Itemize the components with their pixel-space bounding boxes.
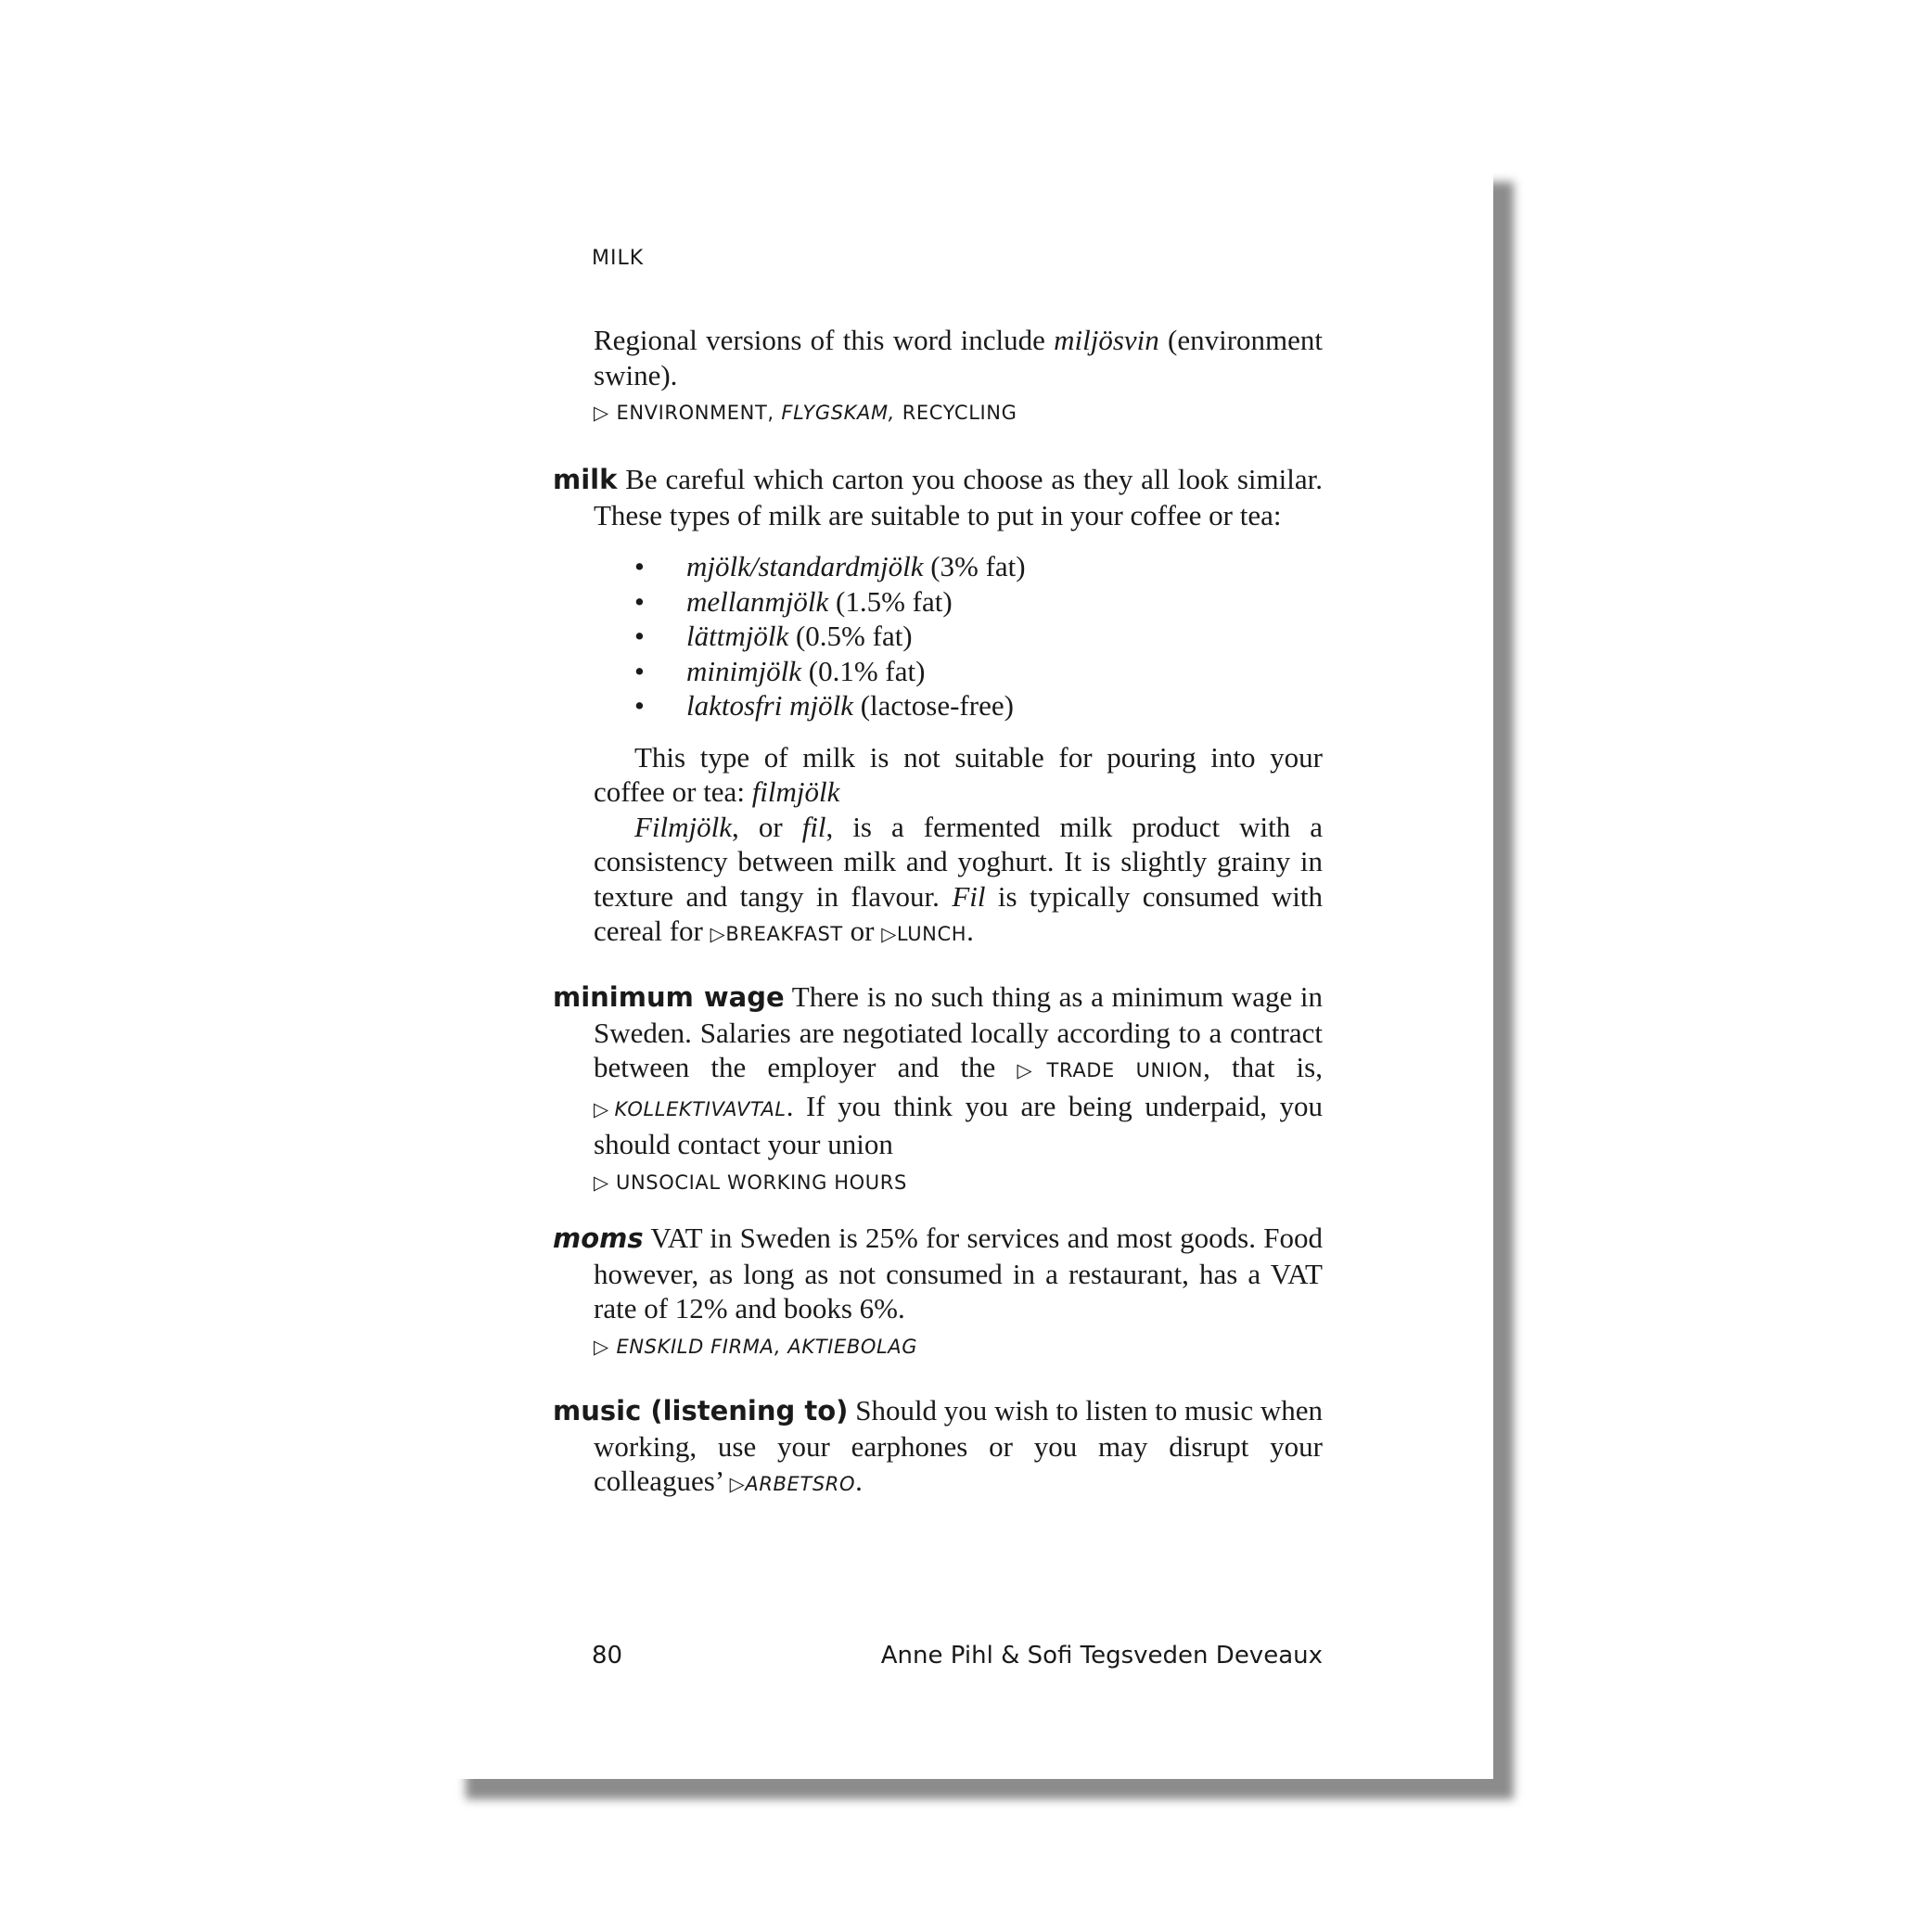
entry-music	[553, 1393, 1323, 1503]
moms-xref	[553, 1326, 1323, 1365]
milk-paragraph-3: Filmjölk, or fil, is a fermented milk product with a consistency between milk and yoghurt. It is slightly grainy in texture and tangy in flavour. Fil is typically consumed with cereal for ▷BREAKFAST or ▷LUNCH.	[594, 810, 1323, 947]
entry-minimum-wage	[553, 979, 1323, 1200]
xref-lunch[interactable]: ▷LUNCH	[881, 923, 967, 945]
xref-kollektivavtal[interactable]: ▷KOLLEKTIVAVTAL	[594, 1097, 787, 1120]
xref-arrow: ▷	[594, 402, 609, 424]
moms-lead: moms VAT in Sweden is 25% for services and most goods. Food however, as long as not consumed in a restaurant, has a VAT rate of 12% and books 6%.	[553, 1222, 1323, 1324]
bullet: •	[634, 550, 645, 582]
bullet: •	[634, 689, 645, 722]
xref-arrow: ▷	[594, 1335, 609, 1358]
page-number: 80	[592, 1642, 623, 1670]
running-head: MILK	[592, 247, 645, 270]
xref-breakfast[interactable]: ▷BREAKFAST	[710, 923, 843, 945]
bullet: •	[634, 620, 645, 652]
headword-moms: moms	[553, 1222, 644, 1254]
intro-paragraph: Regional versions of this word include miljösvin (environment swine).	[594, 324, 1323, 391]
list-item: • laktosfri mjölk (lactose-free)	[634, 689, 1014, 722]
headword-minimum-wage: minimum wage	[553, 981, 785, 1013]
list-item: • mellanmjölk (1.5% fat)	[634, 584, 953, 618]
bullet: •	[634, 654, 645, 687]
xref-flygskam[interactable]: FLYGSKAM,	[781, 402, 895, 424]
xref-unsocial-working-hours[interactable]: ▷ UNSOCIAL WORKING HOURS	[594, 1171, 907, 1194]
book-page	[441, 158, 1493, 1779]
bullet: •	[634, 584, 645, 618]
list-item: • lättmjölk (0.5% fat)	[634, 620, 913, 652]
milk-types-list	[553, 549, 1323, 723]
intro-xref	[553, 392, 1323, 431]
milk-lead: milk Be careful which carton you choose as they all look similar. These types of milk are suitable to put in your coffee or tea:	[553, 463, 1323, 531]
milk-paragraph-2: This type of milk is not suitable for pouring into your coffee or tea: filmjölk	[594, 740, 1323, 808]
entry-continuation	[553, 323, 1323, 431]
minimum-wage-lead: minimum wage There is no such thing as a minimum wage in Sweden. Salaries are negotiated locally according to a contract between the employer and the ▷TRADE UNION, that is, ▷KOLLEKTIVAVTAL. If you think you are being underpaid, you should contact your union	[553, 980, 1323, 1160]
xref-trade-union[interactable]: ▷TRADE UNION	[1017, 1059, 1204, 1081]
minimum-wage-xref	[553, 1162, 1323, 1201]
headword-milk: milk	[553, 464, 618, 495]
xref-recycling[interactable]: RECYCLING	[902, 402, 1017, 424]
list-item: • mjölk/standardmjölk (3% fat)	[634, 550, 1026, 582]
xref-environment[interactable]: ENVIRONMENT,	[616, 402, 774, 424]
footer-authors: Anne Pihl & Sofi Tegsveden Deveaux	[880, 1642, 1323, 1670]
term-miljosvin: miljösvin	[1054, 324, 1159, 356]
xref-enskild-firma-aktiebolag[interactable]: ENSKILD FIRMA, AKTIEBOLAG	[616, 1335, 918, 1358]
entry-moms	[553, 1221, 1323, 1364]
entry-milk	[553, 462, 1323, 953]
music-lead: music (listening to) Should you wish to listen to music when working, use your earphones or you may disrupt your colleagues’ ▷ARBETSRO.	[553, 1394, 1324, 1497]
headword-music: music (listening to)	[553, 1395, 849, 1427]
xref-arbetsro[interactable]: ▷ARBETSRO	[729, 1473, 856, 1495]
list-item: • minimjölk (0.1% fat)	[634, 654, 926, 687]
